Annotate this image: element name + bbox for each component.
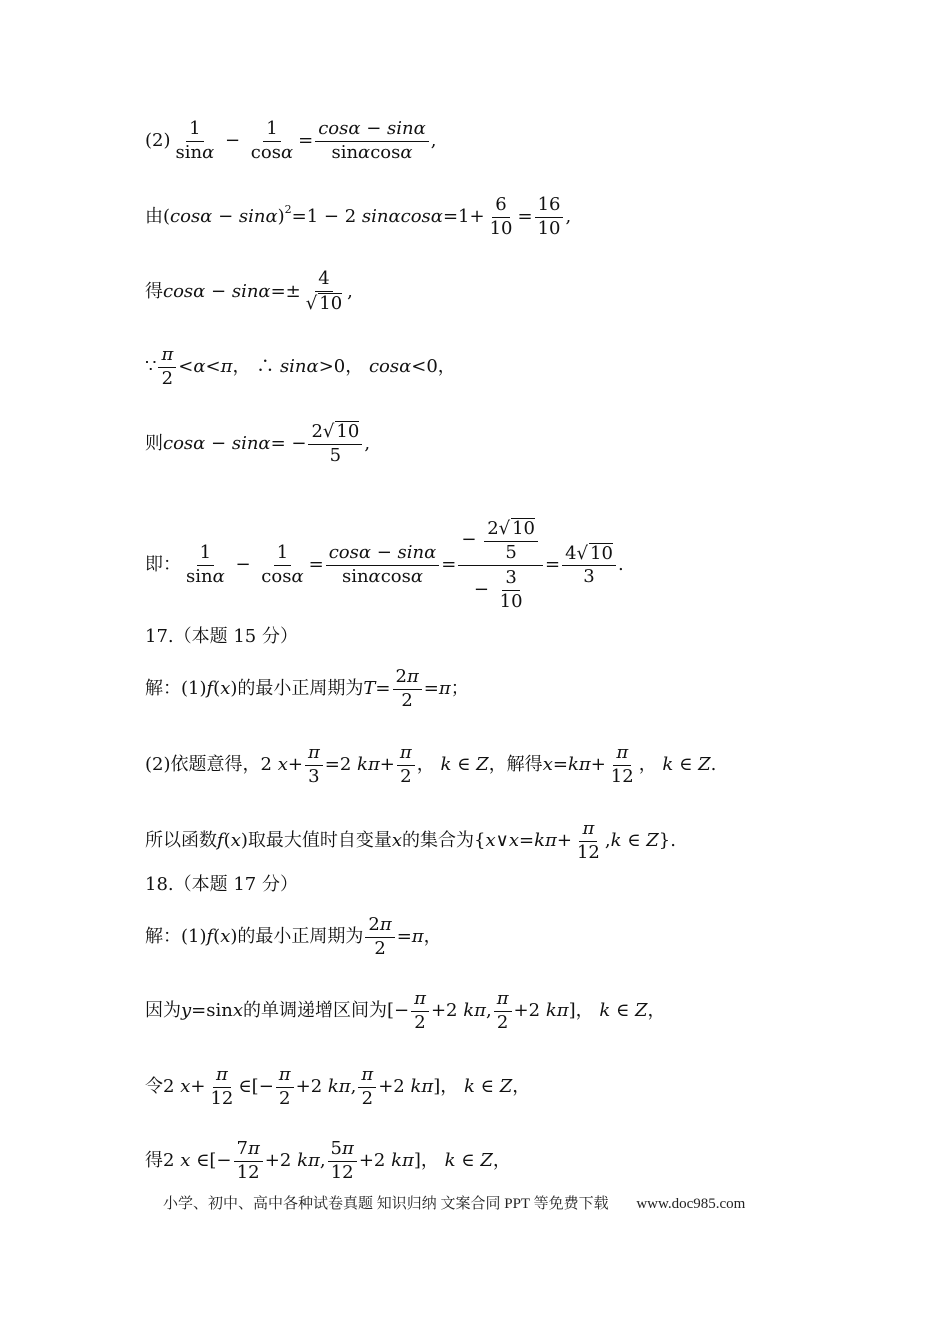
part-label: (2) (145, 130, 171, 152)
compound-fraction: − $\frac{2√ 10}{5}$ − $\frac{3}{10}$ (458, 516, 543, 615)
q18-line-3: 令 2 x+ $\frac{\pi}{12}$ ∈[− $\frac{\pi}{2}$ +2 kπ, $\frac{\pi}{2}$ +2 kπ]， k ∈ Z， (145, 1064, 531, 1109)
fraction: $\frac{7\pi}{12}$ (234, 1138, 263, 1184)
fraction: $\frac{\pi}{3}$ (305, 742, 323, 788)
fraction: $\frac{\pi}{12}$ (576, 818, 600, 863)
fraction: $\frac{2√ 10}{5}$ (308, 420, 362, 467)
q17-line-3: 所以函数 f(x) 取最大值时自变量 x 的集合为 {x∨x=kπ+ $\frac{\pi}{12}$ ,k ∈ Z}. (145, 818, 676, 863)
fraction: $\frac{2\pi}{2}$ (393, 666, 422, 712)
q17-line-2: (2)依题意得， 2 x+ $\frac{\pi}{3}$ =2 kπ+ $\frac{\pi}{2}$ ， k ∈ Z ，解得 x=kπ+ $\frac{\pi}{12}$ ， k ∈ Z. (145, 742, 717, 787)
equation-line-2: 由 $(\cos\alpha - \sin\alpha)^2$ =1 − 2 sinαcosα=1+ $\frac{6}{10}$ = $\frac{16}{10}$ , (145, 194, 572, 239)
footer-text: 小学、初中、高中各种试卷真题 知识归纳 文案合同 PPT 等免费下载 (163, 1196, 609, 1212)
question-17-header: 17.（本题 15 分） (145, 626, 298, 647)
fraction: $\frac{6}{10}$ (489, 194, 513, 239)
fraction: $\frac{\cos\alpha - \sin\alpha}{\sin\alpha\cos\alpha}$ (326, 542, 440, 588)
fraction: $\frac{1}{\sin\alpha}$ (175, 118, 215, 163)
fraction: $\frac{1}{\cos\alpha}$ (261, 542, 304, 587)
page-footer (163, 1192, 745, 1213)
equation-line-3: 得 cosα − sinα=± $\frac{4}{√ 10}$ , (145, 268, 353, 314)
fraction: $\frac{\cos\alpha - \sin\alpha}{\sin\alpha\cos\alpha}$ (315, 118, 429, 164)
fraction: $\frac{16}{10}$ (535, 194, 564, 240)
q18-line-1: 解：(1) f(x) 的最小正周期为 $\frac{2\pi}{2}$ =π， (145, 914, 442, 959)
fraction: $\frac{2\pi}{2}$ (365, 914, 394, 960)
q18-line-2: 因为 y=sinx 的单调递增区间为 [− $\frac{\pi}{2}$ +2 kπ, $\frac{\pi}{2}$ +2 kπ]， k ∈ Z， (145, 988, 666, 1033)
prefix-you: 由 (145, 206, 163, 228)
because-symbol: ∵ (145, 356, 157, 378)
q18-line-4: 得 2 x ∈[− $\frac{7\pi}{12}$ +2 kπ, $\frac{5\pi}{12}$ +2 kπ]， k ∈ Z， (145, 1138, 511, 1183)
fraction: $\frac{\pi}{12}$ (610, 742, 634, 787)
equation-line-4: ∵ $\frac{\pi}{2}$ <α<π， ∴ sinα>0， cosα<0， (145, 344, 456, 389)
fraction: $\frac{4}{√ 10}$ (305, 268, 343, 314)
fraction: $\frac{\pi}{2}$ (358, 1064, 376, 1110)
fraction: $\frac{\pi}{2}$ (494, 988, 512, 1034)
fraction: $\frac{\pi}{2}$ (411, 988, 429, 1034)
fraction: $\frac{\pi}{2}$ (158, 344, 176, 390)
prefix-ze: 则 (145, 432, 163, 454)
fraction: $\frac{5\pi}{12}$ (328, 1138, 357, 1184)
fraction: $\frac{\pi}{12}$ (210, 1064, 234, 1109)
fraction: $\frac{\pi}{2}$ (397, 742, 415, 788)
prefix-de: 得 (145, 280, 163, 302)
equation-line-1: (2) $\frac{1}{\sin\alpha}$ − $\frac{1}{\cos\alpha}$ = $\frac{\cos\alpha - \sin\alpha}{\sin\alpha\cos\alpha}$ , (145, 118, 437, 163)
equation-line-6: 即： $\frac{1}{\sin\alpha}$ − $\frac{1}{\cos\alpha}$ = $\frac{\cos\alpha - \sin\alpha}{\sin\alpha\cos\alpha}$ = − $\frac{2√ 10}{5}$ − $\frac{3}{10}$ = $\frac{4√ 10}{3}$ . (145, 516, 624, 615)
equation-line-5: 则 cosα − sinα= − $\frac{2√ 10}{5}$ , (145, 421, 371, 466)
footer-url[interactable]: www.doc985.com (636, 1196, 746, 1212)
fraction: $\frac{\pi}{2}$ (276, 1064, 294, 1110)
prefix-ji: 即： (145, 554, 181, 576)
question-18-header: 18.（本题 17 分） (145, 874, 298, 895)
fraction: $\frac{1}{\cos\alpha}$ (250, 118, 294, 163)
fraction: $\frac{1}{\sin\alpha}$ (186, 542, 225, 587)
fraction: $\frac{4√ 10}{3}$ (562, 542, 616, 589)
q17-line-1: 解：(1) f(x) 的最小正周期为 T= $\frac{2\pi}{2}$ =π； (145, 666, 469, 711)
